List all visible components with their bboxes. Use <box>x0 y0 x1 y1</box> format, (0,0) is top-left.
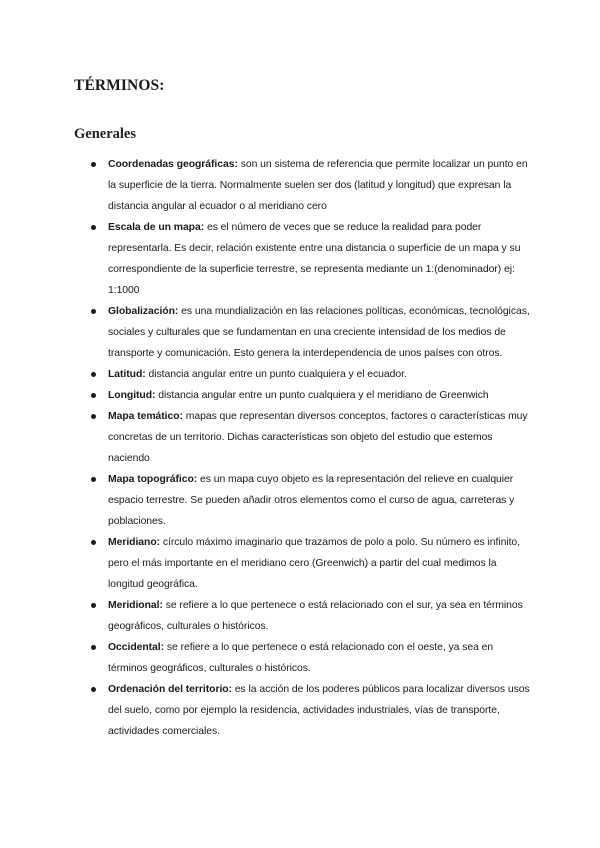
section-heading: Generales <box>74 126 137 142</box>
term-label: Latitud: <box>108 369 146 380</box>
term-label: Escala de un mapa: <box>108 222 205 233</box>
term-label: Occidental: <box>108 642 165 653</box>
bullet-icon <box>91 645 96 650</box>
term-label: Mapa topográfico: <box>108 474 198 485</box>
term-definition: círculo máximo imaginario que trazamos de polo a polo. Su número es infinito, pero el más importante en el meridiano cero (Greenwich) a partir del cual medimos la longitud geográfica. <box>108 537 521 590</box>
bullet-icon <box>91 393 96 398</box>
list-item <box>74 406 530 469</box>
list-item <box>74 364 530 385</box>
term-label: Mapa temático: <box>108 411 183 422</box>
term-label: Meridiano: <box>108 537 161 548</box>
bullet-icon <box>91 225 96 230</box>
term-definition: es un mapa cuyo objeto es la representación del relieve en cualquier espacio terrestre. Se pueden añadir otros elementos como el curso de agua, carreteras y poblaciones. <box>108 474 515 527</box>
term-definition: es el número de veces que se reduce la realidad para poder representarla. Es decir, relación existente entre una distancia o superficie de un mapa y su correspondiente de la superficie terrestre, se representa mediante un 1:(denominador) ej: 1:1000 <box>108 222 521 296</box>
term-label: Coordenadas geográficas: <box>108 159 238 170</box>
bullet-icon <box>91 309 96 314</box>
list-item <box>74 217 530 301</box>
list-item <box>74 595 530 637</box>
bullet-icon <box>91 603 96 608</box>
bullet-icon <box>91 414 96 419</box>
bullet-icon <box>91 477 96 482</box>
list-item <box>74 385 530 406</box>
term-label: Ordenación del territorio: <box>108 684 232 695</box>
term-definition: distancia angular entre un punto cualquiera y el ecuador. <box>145 369 407 380</box>
list-item <box>74 301 530 364</box>
list-item <box>74 532 530 595</box>
list-item <box>74 679 530 742</box>
term-definition: es una mundialización en las relaciones políticas, económicas, tecnológicas, sociales y culturales que se fundamentan en una creciente intensidad de los medios de transporte y comunicación. Esto genera la interdependencia de unos países con otros. <box>108 306 530 359</box>
term-definition: distancia angular entre un punto cualquiera y el meridiano de Greenwich <box>155 390 489 401</box>
terms-list <box>74 154 530 742</box>
bullet-icon <box>91 687 96 692</box>
list-item <box>74 154 530 217</box>
page-title: TÉRMINOS: <box>74 77 165 94</box>
term-definition: se refiere a lo que pertenece o está relacionado con el oeste, ya sea en términos geográficos, culturales o históricos. <box>108 642 494 674</box>
term-label: Longitud: <box>108 390 156 401</box>
term-definition: se refiere a lo que pertenece o está relacionado con el sur, ya sea en términos geográficos, culturales o históricos. <box>108 600 523 632</box>
bullet-icon <box>91 540 96 545</box>
list-item <box>74 637 530 679</box>
list-item <box>74 469 530 532</box>
term-label: Globalización: <box>108 306 179 317</box>
term-definition: son un sistema de referencia que permite localizar un punto en la superficie de la tierra. Normalmente suelen ser dos (latitud y longitud) que expresan la distancia angular al ecuador o al meridiano cero <box>108 159 528 212</box>
term-label: Meridional: <box>108 600 163 611</box>
bullet-icon <box>91 162 96 167</box>
bullet-icon <box>91 372 96 377</box>
term-definition: mapas que representan diversos conceptos, factores o características muy concretas de un territorio. Dichas características son objeto del estudio que estemos naciendo <box>108 411 528 464</box>
term-definition: es la acción de los poderes públicos para localizar diversos usos del suelo, como por ejemplo la residencia, actividades industriales, vías de transporte, actividades comerciales. <box>108 684 530 737</box>
